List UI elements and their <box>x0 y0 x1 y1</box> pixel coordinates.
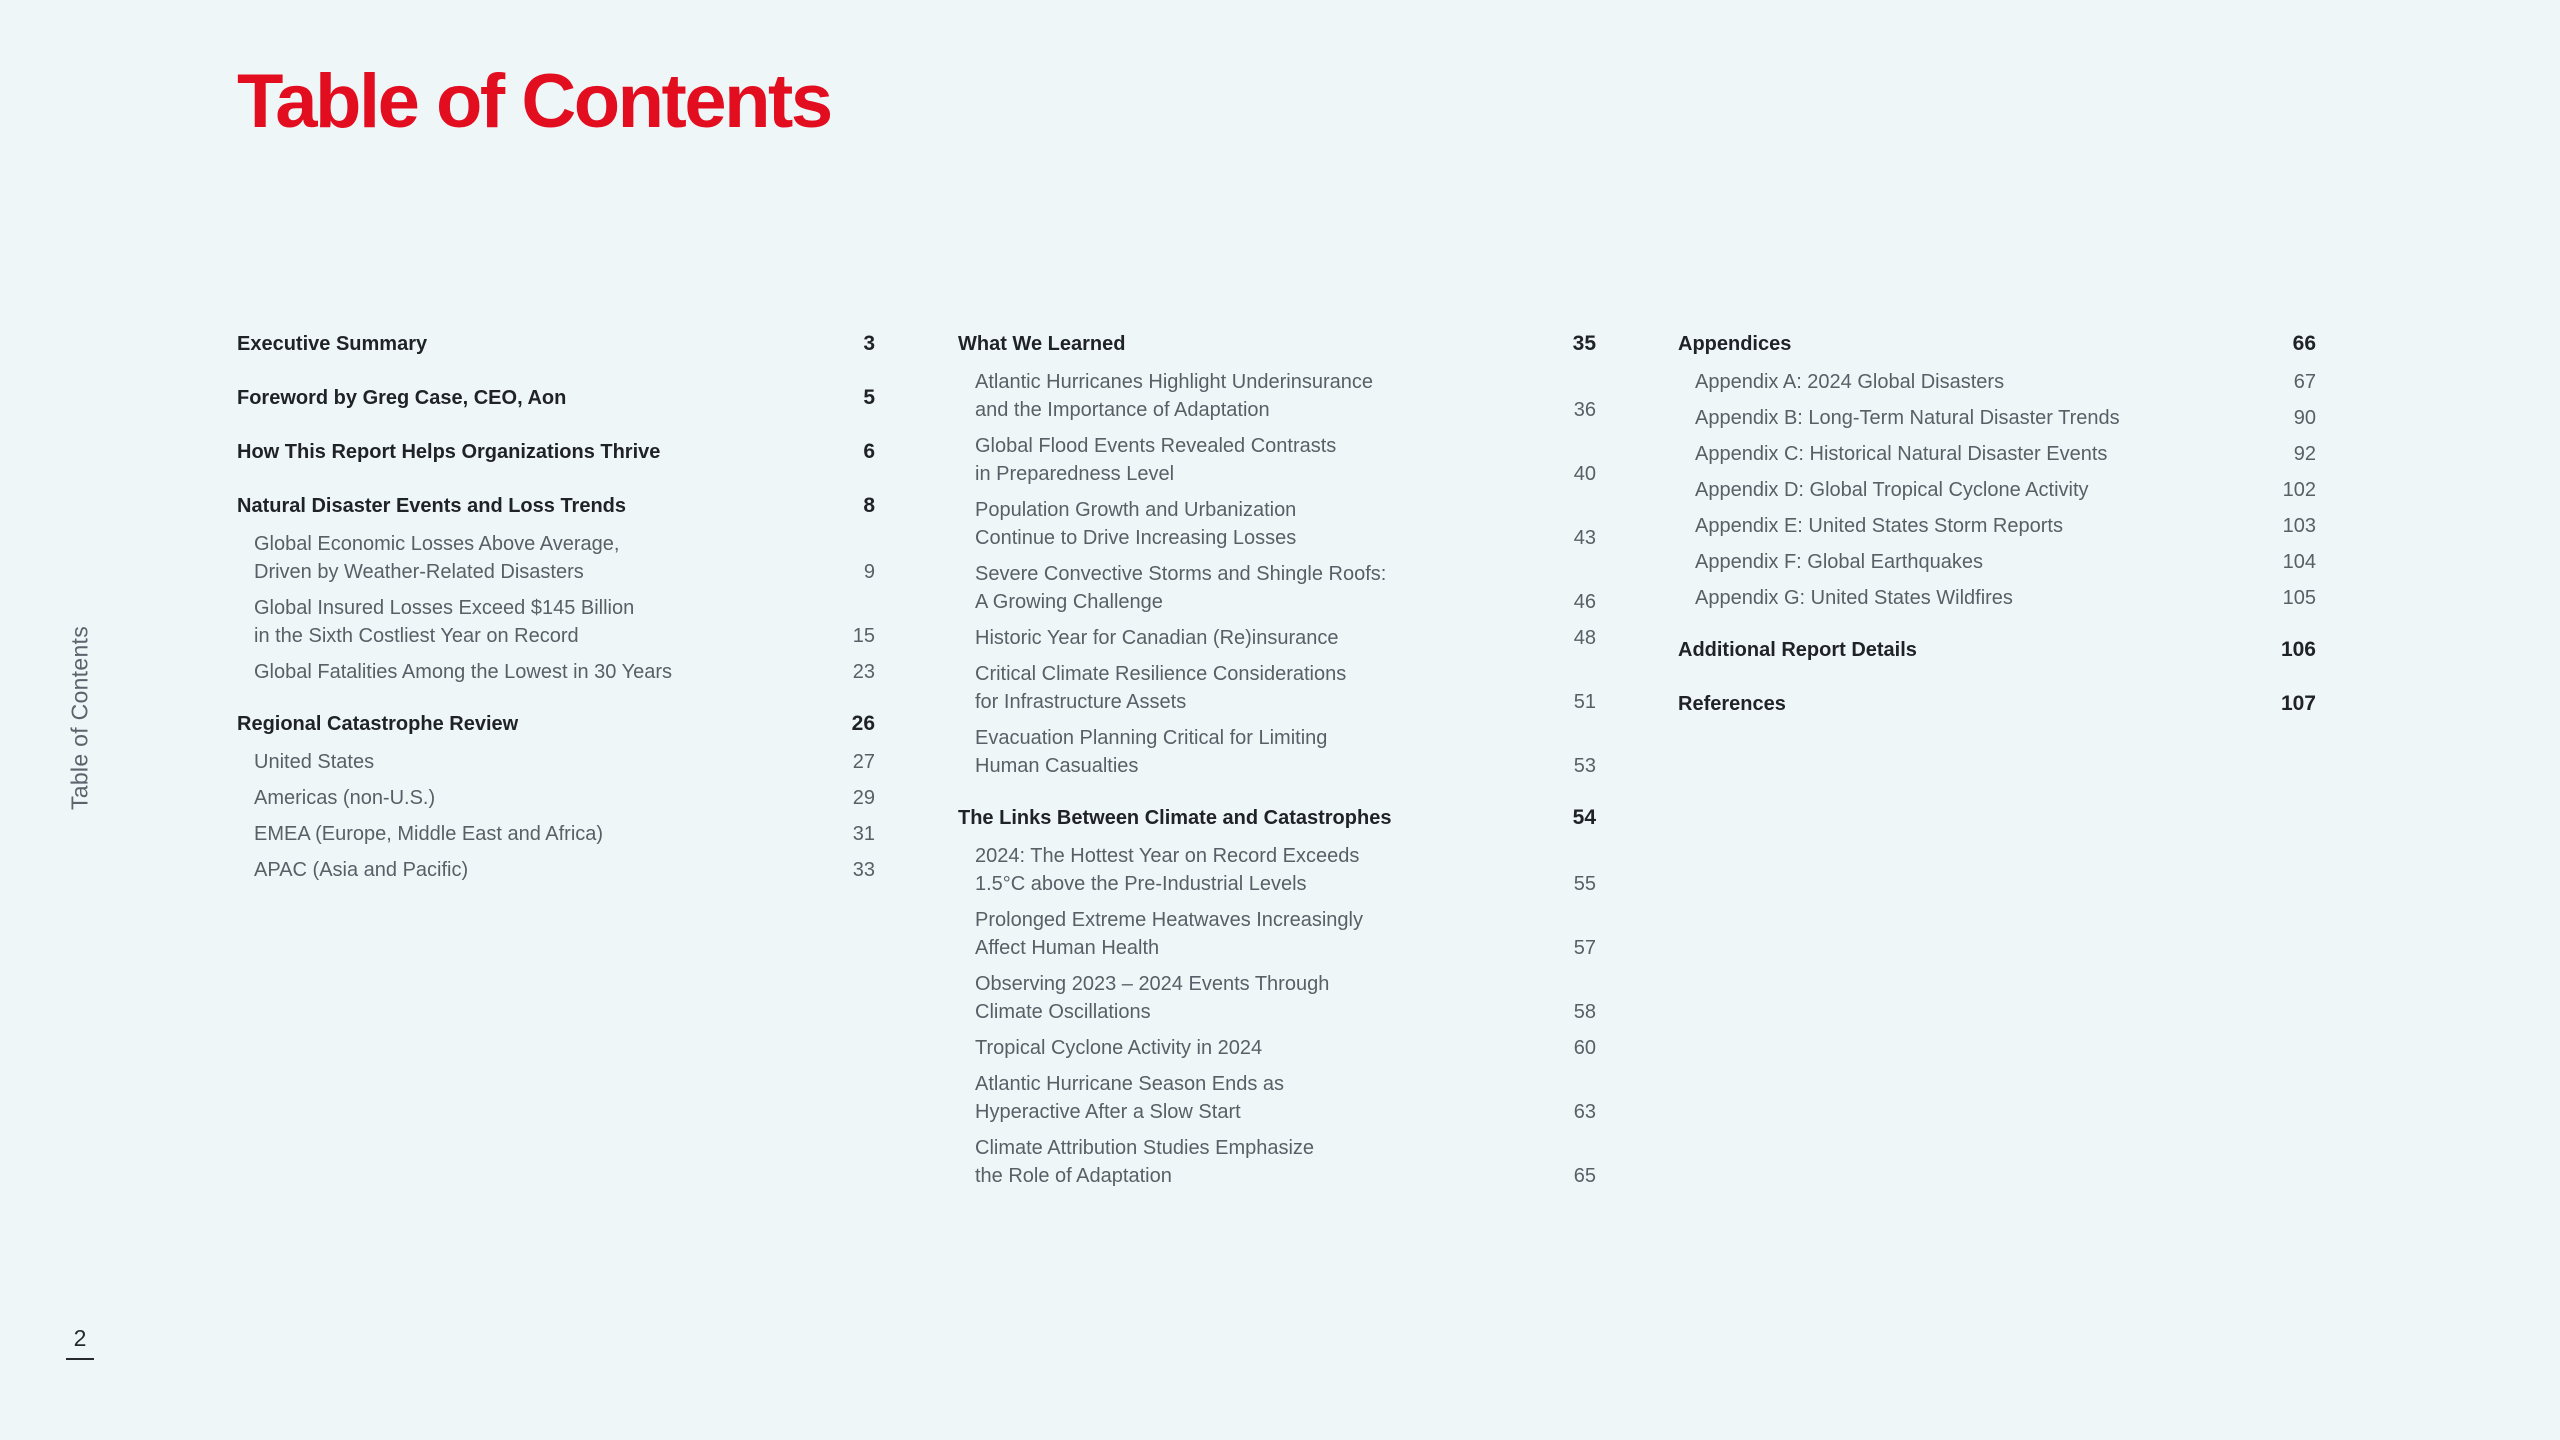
toc-entry-page: 48 <box>1573 627 1596 649</box>
toc-entry-page: 102 <box>2282 479 2316 501</box>
toc-entry-title: Appendix D: Global Tropical Cyclone Activity <box>1695 479 2089 501</box>
toc-entry-page: 67 <box>2293 371 2316 393</box>
toc-entry-page: 46 <box>1573 591 1596 613</box>
toc-entry-title: Global Fatalities Among the Lowest in 30 Years <box>254 661 673 683</box>
toc-section-title: Foreword by Greg Case, CEO, Aon <box>237 387 567 409</box>
toc-entry[interactable] <box>237 784 875 812</box>
toc-entry-page: 63 <box>1573 1101 1596 1123</box>
toc-entry[interactable] <box>237 594 875 650</box>
toc-entry[interactable] <box>237 748 875 776</box>
toc-section-title: How This Report Helps Organizations Thrive <box>237 441 661 463</box>
toc-section-page: 35 <box>1572 332 1596 355</box>
side-section-label: Table of Contents <box>66 625 93 811</box>
toc-entry-title: Critical Climate Resilience Considerations for Infrastructure Assets <box>975 663 1347 713</box>
toc-section <box>237 436 875 468</box>
toc-section <box>958 802 1596 1190</box>
toc-section-page: 26 <box>851 712 875 735</box>
toc-entry-title: Climate Attribution Studies Emphasize the Role of Adaptation <box>975 1137 1315 1187</box>
toc-section <box>237 382 875 414</box>
toc-entry-title: 2024: The Hottest Year on Record Exceeds 1.5°C above the Pre-Industrial Levels <box>975 845 1360 895</box>
toc-entry-page: 36 <box>1573 399 1596 421</box>
toc-section-page: 54 <box>1572 806 1596 829</box>
toc-entry-title: Atlantic Hurricanes Highlight Underinsurance and the Importance of Adaptation <box>975 371 1373 421</box>
toc-section <box>237 490 875 686</box>
toc-entry-title: Global Flood Events Revealed Contrasts in Preparedness Level <box>975 435 1337 485</box>
page-number: 2 <box>66 1325 94 1360</box>
toc-entry-page: 92 <box>2293 443 2316 465</box>
toc-entry-page: 57 <box>1573 937 1596 959</box>
toc-entry-title: Prolonged Extreme Heatwaves Increasingly Affect Human Health <box>975 909 1363 959</box>
toc-section <box>1678 688 2316 720</box>
toc-section-title: Natural Disaster Events and Loss Trends <box>237 495 627 517</box>
toc-entry-page: 104 <box>2282 551 2316 573</box>
toc-entry[interactable] <box>958 1134 1596 1190</box>
toc-entry-title: Global Economic Losses Above Average, Driven by Weather-Related Disasters <box>254 533 620 583</box>
toc-entry[interactable] <box>1678 584 2316 612</box>
toc-entry[interactable] <box>1678 440 2316 468</box>
toc-section-title: Additional Report Details <box>1678 639 1917 661</box>
toc-entry-page: 29 <box>852 787 875 809</box>
toc-entry[interactable] <box>1678 476 2316 504</box>
toc-section <box>958 328 1596 780</box>
toc-entry-page: 15 <box>852 625 875 647</box>
page-title: Table of Contents <box>237 59 831 144</box>
toc-entry-page: 90 <box>2293 407 2316 429</box>
toc-section-page: 6 <box>863 440 875 463</box>
toc-entry-title: Historic Year for Canadian (Re)insurance <box>975 627 1339 649</box>
toc-entry-title: Tropical Cyclone Activity in 2024 <box>975 1037 1263 1059</box>
toc-column-3 <box>1678 328 2316 742</box>
toc-entry-title: Americas (non-U.S.) <box>254 787 436 809</box>
toc-entry-page: 55 <box>1573 873 1596 895</box>
toc-entry-page: 65 <box>1573 1165 1596 1187</box>
toc-section-heading[interactable] <box>1678 328 2316 360</box>
toc-section-title: References <box>1678 693 1786 715</box>
toc-entry[interactable] <box>958 724 1596 780</box>
toc-section-page: 8 <box>863 494 875 517</box>
toc-entry[interactable] <box>1678 368 2316 396</box>
toc-section-heading[interactable] <box>237 382 875 414</box>
toc-entry-page: 43 <box>1573 527 1596 549</box>
toc-section-heading[interactable] <box>958 802 1596 834</box>
toc-entry-page: 33 <box>852 859 875 881</box>
toc-entry-page: 103 <box>2282 515 2316 537</box>
toc-entry[interactable] <box>958 432 1596 488</box>
toc-entry[interactable] <box>1678 548 2316 576</box>
toc-section <box>1678 634 2316 666</box>
toc-entry-page: 53 <box>1573 755 1596 777</box>
toc-entry-page: 40 <box>1573 463 1596 485</box>
toc-section-page: 106 <box>2280 638 2316 661</box>
toc-entry-title: Severe Convective Storms and Shingle Roofs: A Growing Challenge <box>975 563 1387 613</box>
toc-column-1 <box>237 328 875 906</box>
toc-entry-title: Observing 2023 – 2024 Events Through Climate Oscillations <box>975 973 1330 1023</box>
toc-entry-title: APAC (Asia and Pacific) <box>254 859 469 881</box>
toc-section-heading[interactable] <box>237 490 875 522</box>
toc-entry[interactable] <box>237 856 875 884</box>
toc-section <box>1678 328 2316 612</box>
toc-entry-title: United States <box>254 751 375 773</box>
toc-section-heading[interactable] <box>1678 688 2316 720</box>
toc-entry-title: Population Growth and Urbanization Continue to Drive Increasing Losses <box>975 499 1297 549</box>
toc-entry[interactable] <box>958 496 1596 552</box>
toc-entry-title: EMEA (Europe, Middle East and Africa) <box>254 823 604 845</box>
toc-entry-page: 58 <box>1573 1001 1596 1023</box>
toc-entry-title: Appendix A: 2024 Global Disasters <box>1695 371 2005 393</box>
toc-entry[interactable] <box>958 906 1596 962</box>
toc-section <box>237 708 875 884</box>
toc-entry[interactable] <box>237 530 875 586</box>
toc-section-page: 107 <box>2280 692 2316 715</box>
toc-section-title: Executive Summary <box>237 333 428 355</box>
toc-entry[interactable] <box>237 820 875 848</box>
toc-entry-title: Global Insured Losses Exceed $145 Billion in the Sixth Costliest Year on Record <box>254 597 635 647</box>
toc-section-page: 66 <box>2292 332 2316 355</box>
toc-section-title: The Links Between Climate and Catastrophes <box>958 807 1392 829</box>
toc-entry-page: 51 <box>1573 691 1596 713</box>
toc-entry[interactable] <box>958 1034 1596 1062</box>
toc-entry-page: 27 <box>852 751 875 773</box>
toc-section-title: What We Learned <box>958 333 1126 355</box>
toc-section-heading[interactable] <box>237 708 875 740</box>
toc-entry-page: 23 <box>852 661 875 683</box>
toc-entry[interactable] <box>958 1070 1596 1126</box>
toc-entry[interactable] <box>1678 512 2316 540</box>
toc-entry-title: Appendix B: Long-Term Natural Disaster Trends <box>1695 407 2120 429</box>
toc-section <box>237 328 875 360</box>
toc-section-title: Regional Catastrophe Review <box>237 713 519 735</box>
toc-section-heading[interactable] <box>237 436 875 468</box>
toc-entry[interactable] <box>958 970 1596 1026</box>
toc-entry[interactable] <box>958 660 1596 716</box>
toc-entry-page: 31 <box>852 823 875 845</box>
toc-entry[interactable] <box>1678 404 2316 432</box>
toc-entry-title: Appendix E: United States Storm Reports <box>1695 515 2063 537</box>
toc-section-heading[interactable] <box>237 328 875 360</box>
toc-entry-title: Appendix G: United States Wildfires <box>1695 587 2013 609</box>
toc-entry-title: Appendix F: Global Earthquakes <box>1695 551 1983 573</box>
toc-entry[interactable] <box>237 658 875 686</box>
toc-entry-page: 105 <box>2282 587 2316 609</box>
toc-entry[interactable] <box>958 560 1596 616</box>
toc-entry[interactable] <box>958 368 1596 424</box>
toc-entry[interactable] <box>958 842 1596 898</box>
toc-entry-title: Evacuation Planning Critical for Limiting Human Casualties <box>975 727 1328 777</box>
toc-entry-title: Atlantic Hurricane Season Ends as Hyperactive After a Slow Start <box>975 1073 1285 1123</box>
toc-entry-page: 9 <box>863 561 875 583</box>
toc-section-heading[interactable] <box>1678 634 2316 666</box>
toc-column-2 <box>958 328 1596 1212</box>
toc-section-page: 3 <box>863 332 875 355</box>
toc-section-heading[interactable] <box>958 328 1596 360</box>
toc-entry[interactable] <box>958 624 1596 652</box>
toc-section-title: Appendices <box>1678 333 1792 355</box>
toc-entry-title: Appendix C: Historical Natural Disaster Events <box>1695 443 2108 465</box>
toc-section-page: 5 <box>863 386 875 409</box>
toc-entry-page: 60 <box>1573 1037 1596 1059</box>
